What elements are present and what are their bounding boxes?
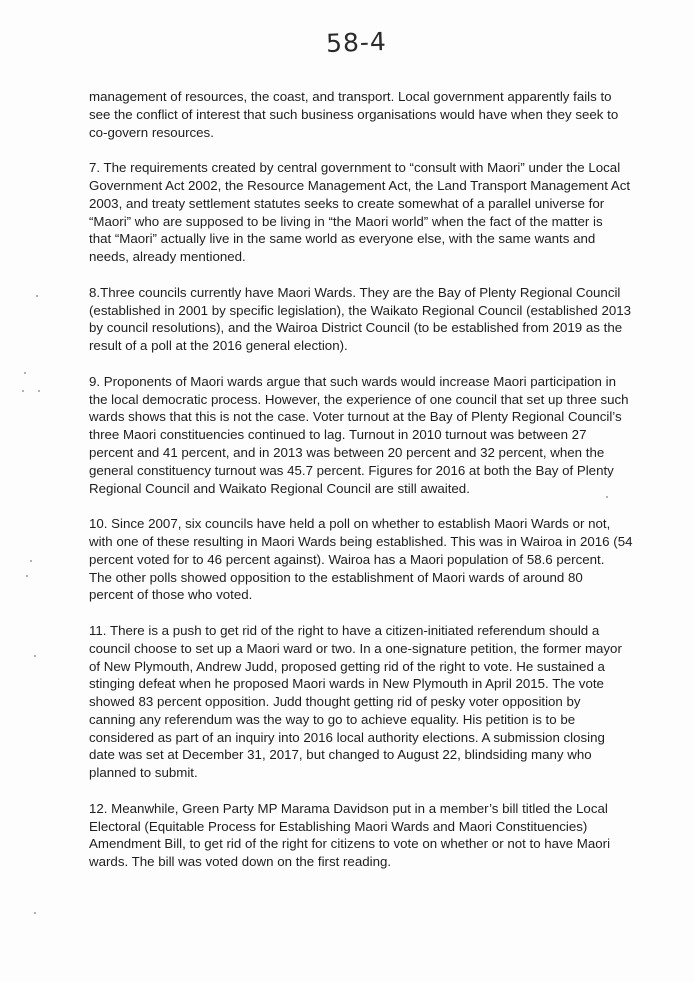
text-line: 11. There is a push to get rid of the right to have a citizen-initiated referendum should a: [89, 622, 600, 638]
text-line: with one of these resulting in Maori Wards being established. This was in Wairoa in 2016 (54: [89, 533, 633, 549]
paragraph: [89, 515, 633, 604]
text-line: percent and 41 percent, and in 2013 was between 20 percent and 32 percent, when the: [89, 444, 605, 460]
text-line: percent voted for to 46 percent against). Wairoa has a Maori population of 58.6 percent.: [89, 551, 605, 567]
scan-speck: [34, 655, 36, 657]
text-line: management of resources, the coast, and transport. Local government apparently fails to: [89, 89, 612, 104]
paragraph: [89, 800, 619, 871]
paragraph: [89, 284, 632, 355]
text-line: general constituency turnout was 45.7 percent. Figures for 2016 at both the Bay of Plenty: [89, 462, 614, 478]
text-line: The other polls showed opposition to the establishment of Maori wards of around 80: [89, 569, 583, 585]
scan-speck: [34, 912, 36, 914]
paragraph: [89, 88, 619, 141]
text-line: see the conflict of interest that such business organisations would have when they seek to: [89, 106, 619, 122]
paragraph: [89, 159, 631, 266]
text-line: 2003, and treaty settlement statutes seeks to create somewhat of a parallel universe for: [89, 195, 605, 211]
text-line: planned to submit.: [89, 765, 198, 781]
text-line: result of a poll at the 2016 general election).: [89, 338, 348, 354]
paragraph: [89, 373, 629, 498]
text-line: Electoral (Equitable Process for Establishing Maori Wards and Maori Constituencies): [89, 818, 588, 834]
text-line: council choose to set up a Maori ward or two. In a one-signature petition, the former mayor: [89, 640, 622, 656]
scan-speck: [36, 295, 38, 297]
text-line: wards shows that this is not the case. Voter turnout at the Bay of Plenty Regional Council’s: [89, 409, 622, 425]
text-line: (established in 2001 by specific legislation), the Waikato Regional Council (established 2013: [89, 302, 632, 318]
text-line: 10. Since 2007, six councils have held a poll on whether to establish Maori Wards or not,: [89, 516, 611, 532]
scan-speck: [30, 560, 32, 562]
scan-speck: [606, 496, 608, 498]
text-line: that “Maori” actually live in the same world as everyone else, with the same wants and: [89, 231, 596, 247]
scan-speck: [24, 372, 26, 374]
text-line: of New Plymouth, Andrew Judd, proposed getting rid of the right to vote. He sustained a: [89, 658, 605, 674]
text-line: stinging defeat when he proposed Maori wards in New Plymouth in April 2015. The vote: [89, 676, 604, 692]
text-line: the local democratic process. However, the experience of one council that set up three such: [89, 391, 629, 407]
text-line: by council resolutions), and the Wairoa District Council (to be established from 2019 as the: [89, 320, 623, 336]
text-line: showed 83 percent opposition. Judd thought getting rid of pesky voter opposition by: [89, 694, 581, 710]
text-line: canning any referendum was the way to go to achieve equality. His petition is to be: [89, 711, 576, 727]
text-line: “Maori” who are supposed to be living in “the Maori world” when the fact of the matter is: [89, 213, 603, 229]
scan-speck: [26, 575, 28, 577]
text-line: Government Act 2002, the Resource Management Act, the Land Transport Management Act: [89, 177, 631, 193]
text-line: Amendment Bill, to get rid of the right for citizens to vote on whether or not to have Maori: [89, 836, 611, 852]
text-line: date was set at December 31, 2017, but changed to August 22, blindsiding many who: [89, 747, 592, 763]
text-line: 8.Three councils currently have Maori Wards. They are the Bay of Plenty Regional Council: [89, 284, 621, 300]
paragraph: [89, 622, 622, 782]
text-line: considered as part of an inquiry into 2016 local authority elections. A submission closing: [89, 729, 605, 745]
text-line: wards. The bill was voted down on the first reading.: [89, 854, 392, 870]
text-line: needs, already mentioned.: [89, 249, 246, 265]
text-line: Regional Council and Waikato Regional Council are still awaited.: [89, 480, 470, 496]
scan-speck: [38, 390, 40, 392]
scan-speck: [22, 390, 24, 392]
text-line: three Maori constituencies continued to lag. Turnout in 2010 turnout was between 27: [89, 427, 587, 443]
document-body: [89, 88, 633, 889]
text-line: co-govern resources.: [89, 124, 214, 140]
text-line: 7. The requirements created by central government to “consult with Maori” under the Local: [89, 160, 621, 176]
text-line: percent of those who voted.: [89, 587, 253, 603]
text-line: 12. Meanwhile, Green Party MP Marama Davidson put in a member’s bill titled the Local: [89, 800, 608, 816]
text-line: 9. Proponents of Maori wards argue that such wards would increase Maori participation in: [89, 373, 616, 389]
page-number: 58-4: [325, 26, 388, 59]
